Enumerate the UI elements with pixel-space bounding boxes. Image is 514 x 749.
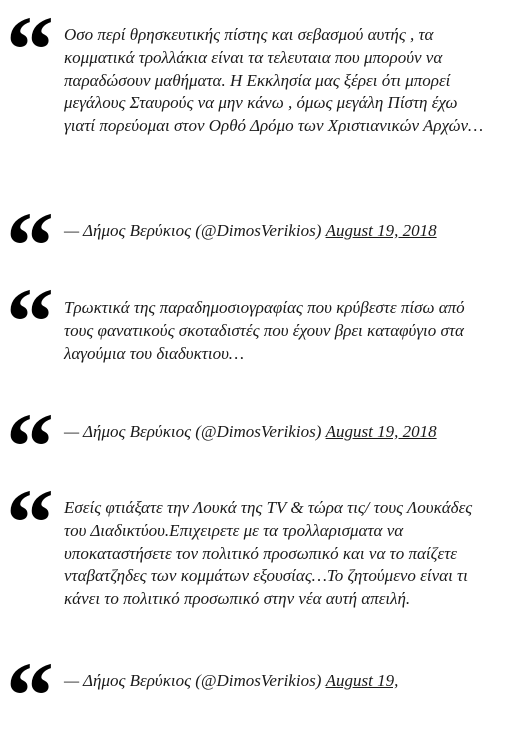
quote-mark-icon: “ [6, 642, 48, 749]
tweet-attribution [64, 421, 484, 444]
tweet-author: — Δήμος Βερύκιος (@DimosVerikios) [64, 221, 322, 240]
tweet-date-link[interactable]: August 19, [325, 671, 399, 690]
quote-mark-icon: “ [6, 0, 48, 103]
tweet-attribution [64, 220, 484, 243]
quote-mark-icon: “ [6, 393, 48, 500]
quote-mark-icon: “ [6, 192, 48, 299]
tweet-author: — Δήμος Βερύκιος (@DimosVerikios) [64, 422, 322, 441]
tweet-date-link[interactable]: August 19, 2018 [325, 422, 437, 441]
tweet-text: Εσείς φτιάξατε την Λουκά της TV & τώρα τις/ τους Λουκάδες του Διαδικτύου.Επιχειρετε με τα τρολλαρισματα να υποκαταστήσετε τον πολιτικό προσωπικό και να το παίζετε νταβατζηδες των κομμάτων εξουσίας…Το ζητούμενο είναι τι κάνει το πολιτικό προσωπικό στην νέα αυτή απειλή. [64, 498, 473, 609]
tweet-text: Τρωκτικά της παραδημοσιογραφίας που κρύβεστε πίσω από τους φανατικούς σκοταδιστές που έχουν βρει καταφύγιο στα λαγούμια του διαδυκτιου… [64, 298, 465, 363]
quote-mark-icon: “ [6, 469, 48, 576]
quote-mark-icon: “ [6, 268, 48, 375]
tweet-date-link[interactable]: August 19, 2018 [325, 221, 437, 240]
tweet-author: — Δήμος Βερύκιος (@DimosVerikios) [64, 671, 322, 690]
tweet-text: Οσο περί θρησκευτικής πίστης και σεβασμού αυτής , τα κομματικά τρολλάκια είναι τα τελευταια που μπορούν να παραδώσουν μαθήματα. Η Εκκλησία μας ξέρει ότι μπορεί μεγάλους Σταυρούς να μην κάνω , όμως μεγάλη Πίστη έχω γιατί πορεύομαι στον Ορθό Δρόμο των Χριστιανικών Αρχών… [64, 25, 484, 136]
tweet-attribution [64, 670, 484, 693]
